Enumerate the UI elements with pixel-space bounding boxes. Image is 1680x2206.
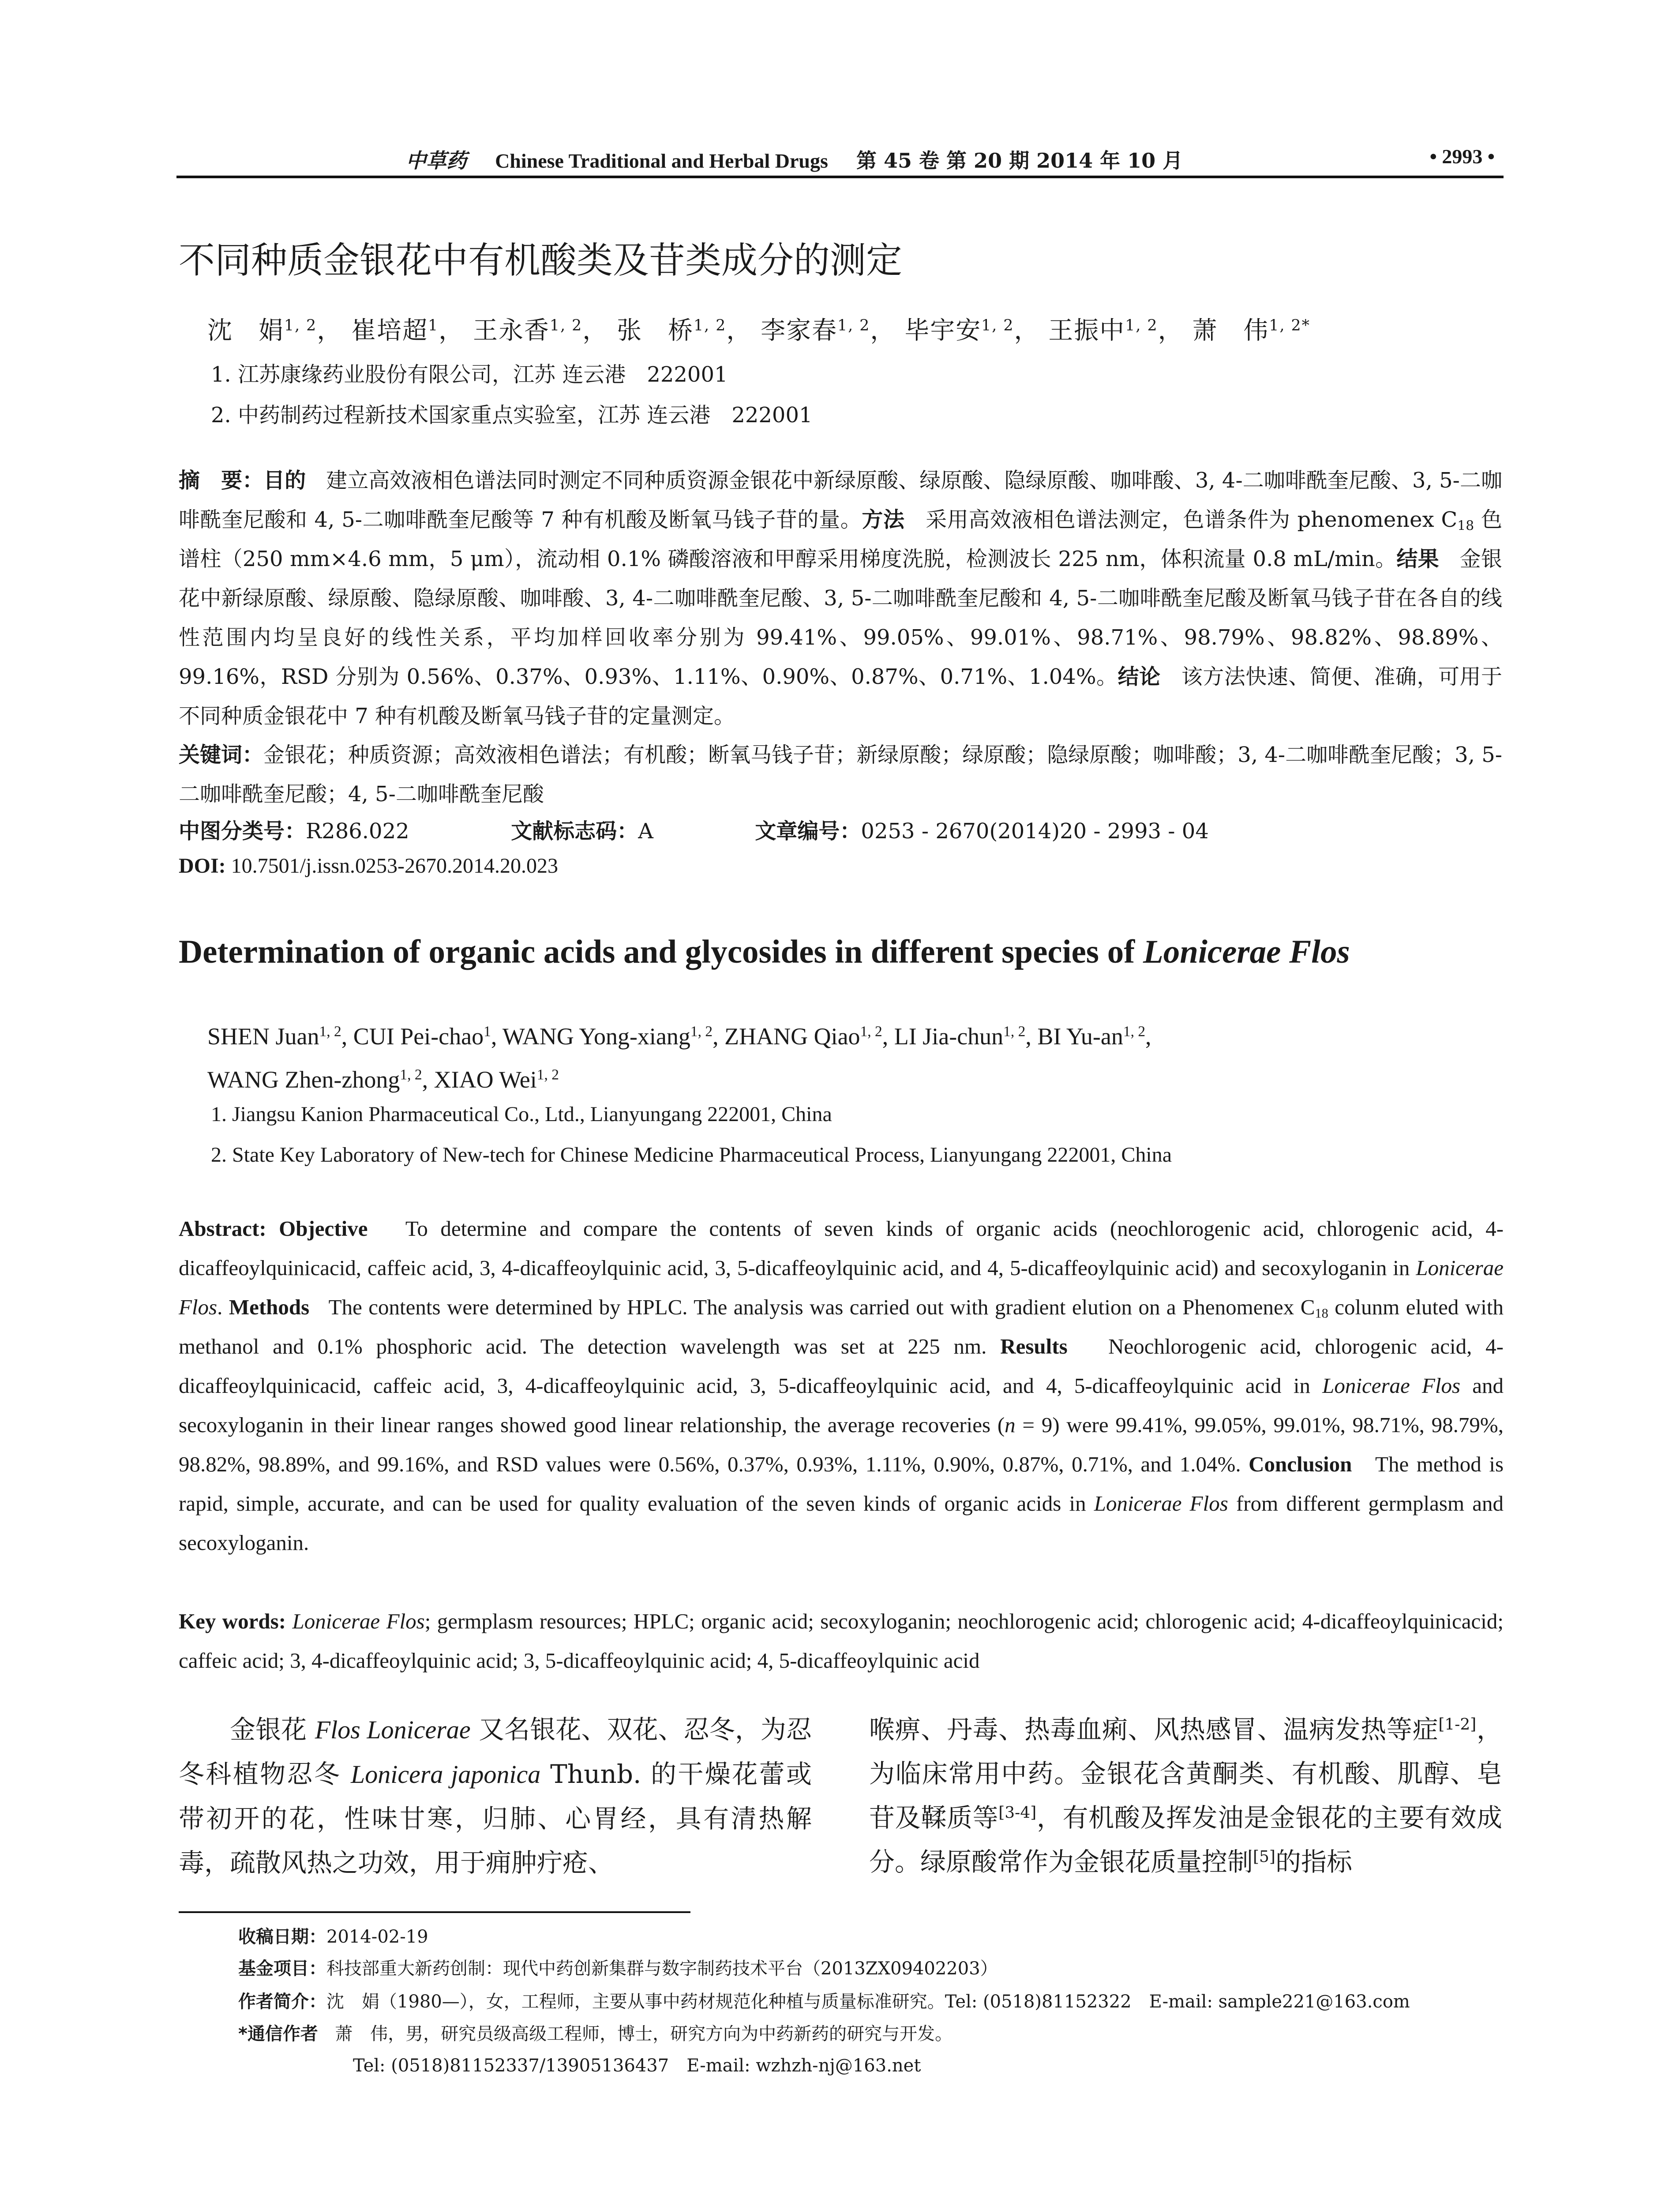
doi (179, 854, 558, 878)
journal-name-cn: 中草药 (406, 149, 467, 173)
en-author: CUI Pei-chao$^1$ (353, 1023, 491, 1050)
body-text: 金银花 (230, 1715, 315, 1745)
cn-affiliation-1: 1. 江苏康缘药业股份有限公司，江苏 连云港 222001 (211, 362, 728, 387)
cn-author: 张 桥$^{1, 2}$ (617, 316, 727, 345)
cn-methods-label: 方法 (862, 507, 905, 532)
doi-value[interactable]: 10.7501/j.issn.0253-2670.2014.20.023 (231, 854, 559, 878)
footnote-fund (238, 1955, 998, 1980)
cn-affiliation-2: 2. 中药制药过程新技术国家重点实验室，江苏 连云港 222001 (211, 403, 813, 428)
en-methods-label: Methods (229, 1295, 310, 1319)
body-column-left (179, 1707, 812, 1885)
cn-abstract (179, 461, 1502, 736)
en-keywords (179, 1602, 1504, 1680)
cn-results-label: 结果 (1396, 547, 1439, 571)
footnote-label: 基金项目： (238, 1958, 326, 1979)
running-header (176, 140, 1504, 180)
en-keywords-latin: Lonicerae Flos (292, 1609, 425, 1633)
cn-author: 王振中$^{1, 2}$ (1048, 316, 1158, 345)
footnote-value: 2014-02-19 (326, 1927, 428, 1947)
en-title-text: Determination of organic acids and glycosides in different species of (179, 934, 1143, 970)
en-conclusion-text-2: from different germplasm and secoxyloganin. (179, 1491, 1504, 1555)
en-author: XIAO Wei$^{1, 2}$ (434, 1066, 559, 1093)
cn-conclusion-label: 结论 (1118, 664, 1161, 689)
en-author: SHEN Juan$^{1, 2}$ (207, 1023, 341, 1050)
en-results-label: Results (1000, 1334, 1068, 1358)
header-rule (176, 176, 1504, 178)
doi-label: DOI: (179, 854, 226, 878)
footnote-label: *通信作者 (238, 2024, 318, 2044)
cn-author: 崔培超$^1$ (351, 316, 439, 345)
cn-classification (179, 814, 1209, 844)
en-conclusion-label: Conclusion (1249, 1452, 1352, 1476)
body-latin: Lonicera japonica (351, 1760, 541, 1789)
en-author: ZHANG Qiao$^{1, 2}$ (724, 1023, 882, 1050)
footnote-value: 科技部重大新药创制：现代中药创新集群与数字制药技术平台（2013ZX09402203） (326, 1958, 998, 1979)
en-results-n: n (1005, 1413, 1016, 1437)
cn-author: 萧 伟$^{1, 2*}$ (1192, 316, 1310, 345)
citation-ref[interactable]: [1-2] (1438, 1715, 1477, 1734)
journal-info (406, 145, 1183, 174)
en-results-latin: Lonicerae Flos (1322, 1373, 1461, 1398)
en-objective-text: To determine and compare the contents of seven kinds of organic acids (neochlorogenic acid, chlorogenic acid, 4-dicaffeoylquinicacid, caffeic acid, 3, 4-dicaffeoylquinic acid, 3, 5-dicaffeoylquinic acid, and 4, 5-dicaffeoylquinic acid) and secoxyloganin in (179, 1216, 1504, 1280)
body-text: 的指标 (1275, 1847, 1352, 1877)
footnote-label: 收稿日期： (238, 1927, 326, 1947)
footnote-correspondence (238, 2020, 952, 2045)
journal-name-en: Chinese Traditional and Herbal Drugs (495, 150, 828, 172)
footnote-rule (179, 1911, 690, 1913)
cn-author: 王永香$^{1, 2}$ (472, 316, 583, 345)
cn-author: 毕宇安$^{1, 2}$ (904, 316, 1014, 345)
footnote-value: 萧 伟，男，研究员级高级工程师，博士，研究方向为中药新药的研究与开发。 (335, 2024, 953, 2044)
en-author: WANG Yong-xiang$^{1, 2}$ (502, 1023, 713, 1050)
footnote-correspondence-contact: Tel: (0518)81152337/13905136437 E-mail: wzhzh-nj@163.net (353, 2056, 921, 2076)
citation-ref[interactable]: [5] (1253, 1848, 1275, 1866)
en-objective-label: Objective (279, 1216, 368, 1241)
en-title-latin: Lonicerae Flos (1143, 934, 1350, 970)
cn-results-text: 金银花中新绿原酸、绿原酸、隐绿原酸、咖啡酸、3, 4-二咖啡酰奎尼酸、3, 5-二咖啡酰奎尼酸和 4, 5-二咖啡酰奎尼酸及断氧马钱子苷在各自的线性范围内均呈良好的线性关系，平均加样回收率分别为 99.41%、99.05%、99.01%、98.71%、98.79%、98.82%、98.89%、99.16%，RSD 分别为 0.56%、0.37%、0.93%、1.11%、0.90%、0.87%、0.71%、1.04%。 (179, 547, 1502, 689)
en-authors: SHEN Juan$^{1, 2}$, CUI Pei-chao$^1$, WANG Yong-xiang$^{1, 2}$, ZHANG Qiao$^{1, 2}$, LI Jia-chun$^{1, 2}$, BI Yu-an$^{1, 2}$, WANG Zhen-zhong$^{1, 2}$, XIAO Wei$^{1, 2}$ (207, 1023, 1151, 1093)
cn-title: 不同种质金银花中有机酸类及苷类成分的测定 (179, 240, 903, 281)
cn-keywords-label: 关键词： (179, 743, 264, 767)
en-objective-end: . (217, 1295, 223, 1319)
en-methods-sub: 18 (1315, 1306, 1328, 1321)
body-text: ，有机酸及挥发油是金银花的主要有效成分。绿原酸常作为金银花质量控制 (869, 1803, 1502, 1877)
en-objective-latin: Lonicerae Flos (179, 1256, 1504, 1319)
en-conclusion-latin: Lonicerae Flos (1094, 1491, 1228, 1516)
body-text: Thunb. 的干燥花蕾或带初开的花，性味甘寒，归肺、心胃经，具有清热解毒，疏散风热之功效，用于痈肿疔疮、 (179, 1759, 812, 1878)
en-author: BI Yu-an$^{1, 2}$ (1037, 1023, 1146, 1050)
footnote-author (238, 1988, 1410, 2013)
cn-authors: 沈 娟$^{1, 2}$， 崔培超$^1$， 王永香$^{1, 2}$， 张 桥$^{1, 2}$， 李家春$^{1, 2}$， 毕宇安$^{1, 2}$， 王振中$^{1, 2}$， 萧 伟$^{1, 2*}$ (207, 316, 1310, 345)
footnote-value: 沈 娟（1980—），女，工程师，主要从事中药材规范化种植与质量标准研究。Tel: (0518)81152322 E-mail: sample221@163.com (326, 1992, 1410, 2012)
citation-ref[interactable]: [3-4] (998, 1804, 1037, 1822)
body-text: ，为临床常用中药。金银花含黄酮类、有机酸、肌醇、皂苷及鞣质等 (869, 1715, 1502, 1833)
en-methods-text-2: colunm eluted with methanol and 0.1% phosphoric acid. The detection wavelength was set at 225 nm. (179, 1295, 1504, 1358)
en-keywords-text: ; germplasm resources; HPLC; organic acid; secoxyloganin; neochlorogenic acid; chlorogenic acid; 4-dicaffeoylquinicacid; caffeic acid; 3, 4-dicaffeoylquinic acid; 3, 5-dicaffeoylquinic acid; 4, 5-dicaffeoylquinic acid (179, 1609, 1504, 1673)
cn-keywords (179, 735, 1502, 814)
en-author: LI Jia-chun$^{1, 2}$ (894, 1023, 1026, 1050)
cn-author: 李家春$^{1, 2}$ (761, 316, 870, 345)
cn-methods-text: 采用高效液相色谱法测定，色谱条件为 phenomenex C (926, 507, 1458, 532)
en-methods-text: The contents were determined by HPLC. The analysis was carried out with gradient elution on a Phenomenex C (328, 1295, 1315, 1319)
en-results-text-3: = 9) were 99.41%, 99.05%, 99.01%, 98.71%, 98.79%, 98.82%, 98.89%, and 99.16%, and RSD values were 0.56%, 0.37%, 0.93%, 1.11%, 0.90%, 0.87%, 0.71%, and 1.04%. (179, 1413, 1504, 1476)
article-value: 0253 - 2670(2014)20 - 2993 - 04 (861, 819, 1209, 844)
en-author: WANG Zhen-zhong$^{1, 2}$ (207, 1066, 422, 1093)
en-conclusion-text: The method is rapid, simple, accurate, and can be used for quality evaluation of the seven kinds of organic acids in (179, 1452, 1504, 1516)
cn-author: 沈 娟$^{1, 2}$ (207, 316, 317, 345)
body-column-right (869, 1707, 1502, 1884)
body-latin: Flos Lonicerae (315, 1715, 471, 1744)
cn-methods-sub: 18 (1457, 518, 1474, 534)
article-label: 文章编号： (755, 819, 861, 844)
footnote-received (238, 1923, 428, 1948)
cn-abstract-label: 摘 要： (179, 468, 264, 493)
cn-conclusion-text: 该方法快速、简便、准确，可用于不同种质金银花中 7 种有机酸及断氧马钱子苷的定量测定。 (179, 664, 1502, 728)
cn-methods-text-2: 色谱柱（250 mm×4.6 mm，5 μm），流动相 0.1% 磷酸溶液和甲醇采用梯度洗脱，检测波长 225 nm，体积流量 0.8 mL/min。 (179, 507, 1502, 571)
doccode-label: 文献标志码： (511, 819, 638, 844)
class-value: R286.022 (306, 819, 409, 844)
body-text: 喉痹、丹毒、热毒血痢、风热感冒、温病发热等症 (869, 1715, 1439, 1745)
issue-info: 第 45 卷 第 20 期 2014 年 10 月 (856, 149, 1183, 173)
en-results-text: Neochlorogenic acid, chlorogenic acid, 4-dicaffeoylquinicacid, caffeic acid, 3, 4-dicaffeoylquinic acid, 3, 5-dicaffeoylquinic acid, and 4, 5-dicaffeoylquinic acid in (179, 1334, 1504, 1398)
class-label: 中图分类号： (179, 819, 306, 844)
en-affiliation-2: 2. State Key Laboratory of New-tech for Chinese Medicine Pharmaceutical Process, Lianyungang 222001, China (211, 1143, 1172, 1167)
cn-objective-label: 目的 (263, 468, 306, 493)
en-affiliation-1: 1. Jiangsu Kanion Pharmaceutical Co., Ltd., Lianyungang 222001, China (211, 1103, 832, 1126)
en-title (179, 933, 1350, 971)
cn-objective-text: 建立高效液相色谱法同时测定不同种质资源金银花中新绿原酸、绿原酸、隐绿原酸、咖啡酸、3, 4-二咖啡酰奎尼酸、3, 5-二咖啡酰奎尼酸和 4, 5-二咖啡酰奎尼酸等 7 种有机酸及断氧马钱子苷的量。 (179, 468, 1502, 532)
cn-keywords-text: 金银花；种质资源；高效液相色谱法；有机酸；断氧马钱子苷；新绿原酸；绿原酸；隐绿原酸；咖啡酸；3, 4-二咖啡酰奎尼酸；3, 5-二咖啡酰奎尼酸；4, 5-二咖啡酰奎尼酸 (179, 743, 1502, 807)
footnote-label: 作者简介： (238, 1992, 326, 2012)
body-text: 又名银花、双花、忍冬，为忍冬科植物忍冬 (179, 1715, 812, 1789)
doccode-value: A (638, 819, 653, 844)
page-number: • 2993 • (1429, 145, 1495, 168)
en-keywords-label: Key words: (179, 1609, 286, 1633)
en-abstract-label: Abstract: (179, 1216, 266, 1241)
en-abstract (179, 1209, 1504, 1562)
en-results-text-2: and secoxyloganin in their linear ranges showed good linear relationship, the average recoveries ( (179, 1373, 1504, 1437)
